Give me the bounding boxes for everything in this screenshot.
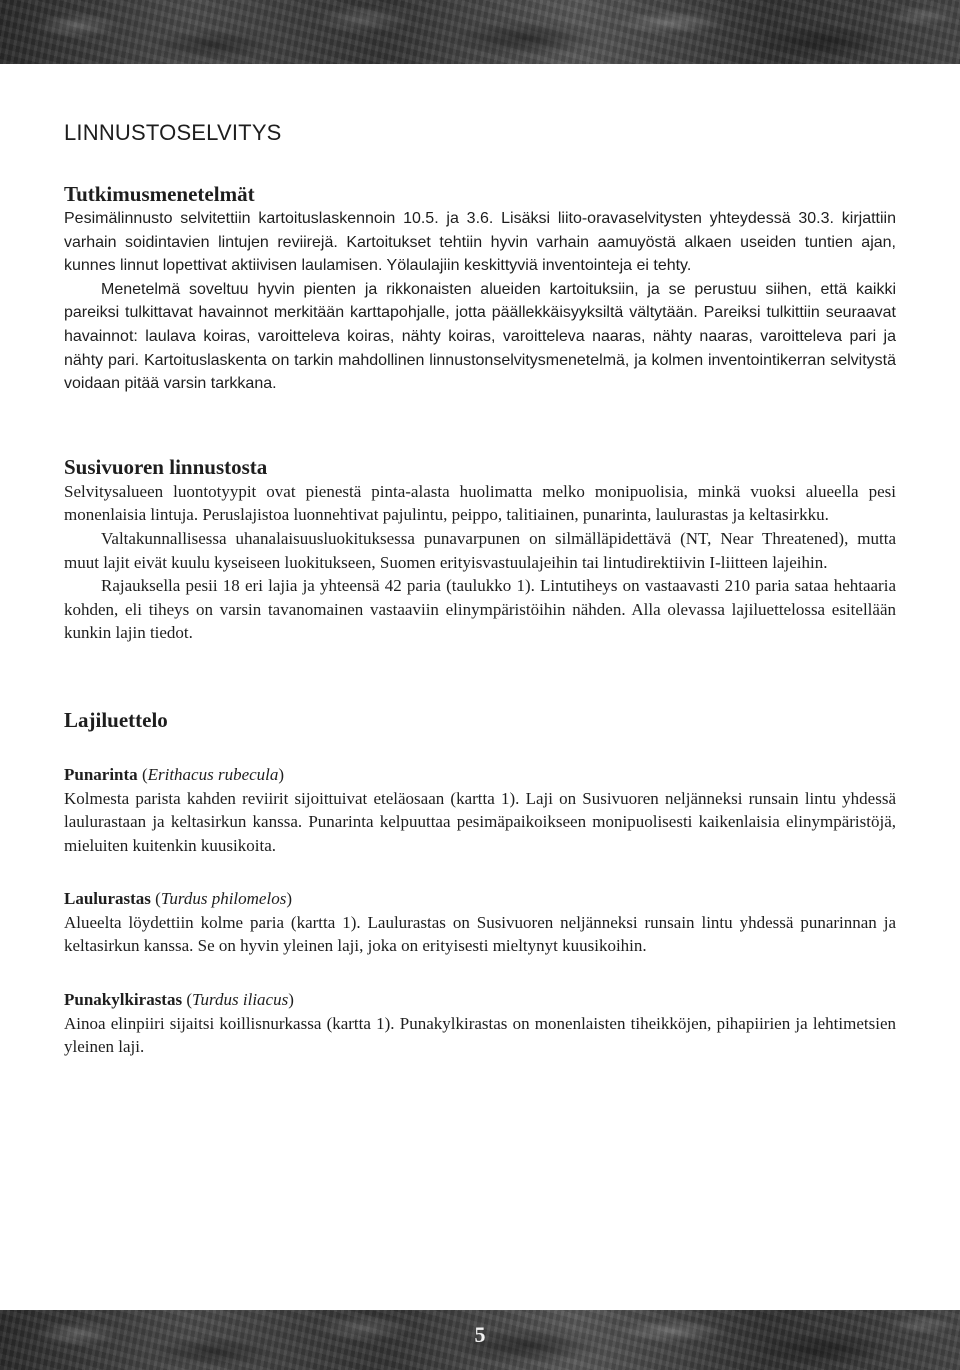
- species-name: Laulurastas: [64, 889, 151, 909]
- header-stone-band: [0, 0, 960, 64]
- susivuori-paragraph: Selvitysalueen luontotyypit ovat pienestä pinta-alasta huolimatta melko monipuolisia, minkä vuoksi alueella pesi monenlaisia lintuja. Peruslajistoa luonnehtivat pajulintu, peippo, talitiainen, punarinta, laulurastas ja keltasirkku.: [64, 481, 896, 525]
- susivuori-paragraph: Valtakunnallisessa uhanalaisuusluokituksessa punavarpunen on silmälläpidettävä (NT, Near Threatened), mutta muut lajit eivät kuulu kyseiseen luokitukseen, Suomen erityisvastuulajeihin tai lintudirektiivin I-liitteen lajeihin.: [64, 528, 896, 572]
- species-description: Ainoa elinpiiri sijaitsi koillisnurkassa (kartta 1). Punakylkirastas on monenlaisten tiheikköjen, pihapiirien ja lehtimetsien yleinen laji.: [64, 1013, 896, 1057]
- species-entry: [64, 988, 896, 1059]
- species-entry: [64, 763, 896, 857]
- susivuori-paragraph: Rajauksella pesii 18 eri lajia ja yhteensä 42 paria (taulukko 1). Lintutiheys on vastaavasti 210 paria sataa hehtaaria kohden, eli tiheys on varsin tavanomainen vastaaviin elinympäristöihin nähden. Alla olevassa lajiluettelossa esitellään kunkin lajin tiedot.: [64, 576, 896, 643]
- susivuori-section: [64, 454, 896, 645]
- species-header: Laulurastas (Turdus philomelos): [64, 889, 292, 909]
- species-name: Punarinta: [64, 764, 138, 784]
- document-title: LINNUSTOSELVITYS: [64, 120, 282, 145]
- species-header: Punarinta (Erithacus rubecula): [64, 764, 285, 784]
- methods-heading: Tutkimusmenetelmät: [64, 182, 255, 206]
- species-name: Punakylkirastas: [64, 990, 183, 1010]
- species-latin-name: Erithacus rubecula: [147, 764, 279, 784]
- species-latin-name: Turdus iliacus: [192, 990, 289, 1010]
- methods-paragraph: Pesimälinnusto selvitettiin kartoituslaskennoin 10.5. ja 3.6. Lisäksi liito-oravaselvitysten yhteydessä 30.3. kirjattiin varhain soidintavien lintujen reviirejä. Kartoitukset tehtiin hyvin varhain aamuyöstä alkaen useiden tuntien ajan, kunnes linnut lopettivat aktiivisen laulamisen. Yölaulajiin keskittyviä inventointeja ei tehty.: [64, 210, 896, 275]
- methods-paragraph: Menetelmä soveltuu hyvin pienten ja rikkonaisten alueiden kartoituksiin, ja se perustuu siihen, että kaikki pareiksi tulkittavat havainnot merkitään karttapohjalle, jotta päällekkäisyyksiltä vältytään. Pareiksi tulkittiin seuraavat havainnot: laulava koiras, varoitteleva koiras, nähty koiras, varoitteleva naaras, nähty naaras, varoitteleva pari ja nähty pari. Kartoituslaskenta on tarkin mahdollinen linnustonselvitysmenetelmä, ja kolmen inventointikerran selvitystä voidaan pitää varsin tarkkana.: [64, 280, 896, 393]
- species-list-heading: Lajiluettelo: [64, 707, 168, 732]
- species-description: Alueelta löydettiin kolme paria (kartta 1). Laulurastas on Susivuoren neljänneksi runsain lintu yhdessä punarinnan ja keltasirkun kanssa. Se on hyvin yleinen laji, joka on erityisesti mieltynyt kuusikoihin.: [64, 912, 896, 956]
- species-header: Punakylkirastas (Turdus iliacus): [64, 990, 294, 1010]
- species-list-section: [64, 707, 896, 1059]
- page-number: 5: [474, 1322, 486, 1347]
- species-description: Kolmesta parista kahden reviirit sijoittuivat eteläosaan (kartta 1). Laji on Susivuoren neljänneksi runsain lintu yhdessä laulurastaan ja keltasirkun kanssa. Punarinta kelpuuttaa pesimäpaikoikseen monipuolisesti kaikenlaisia elinympäristöjä, mieluiten kuitenkin kuusikoita.: [64, 788, 896, 855]
- species-entry: [64, 887, 896, 958]
- susivuori-heading: Susivuoren linnustosta: [64, 454, 268, 479]
- methods-section: [64, 181, 896, 396]
- species-latin-name: Turdus philomelos: [160, 889, 287, 909]
- page-content: [64, 118, 896, 1089]
